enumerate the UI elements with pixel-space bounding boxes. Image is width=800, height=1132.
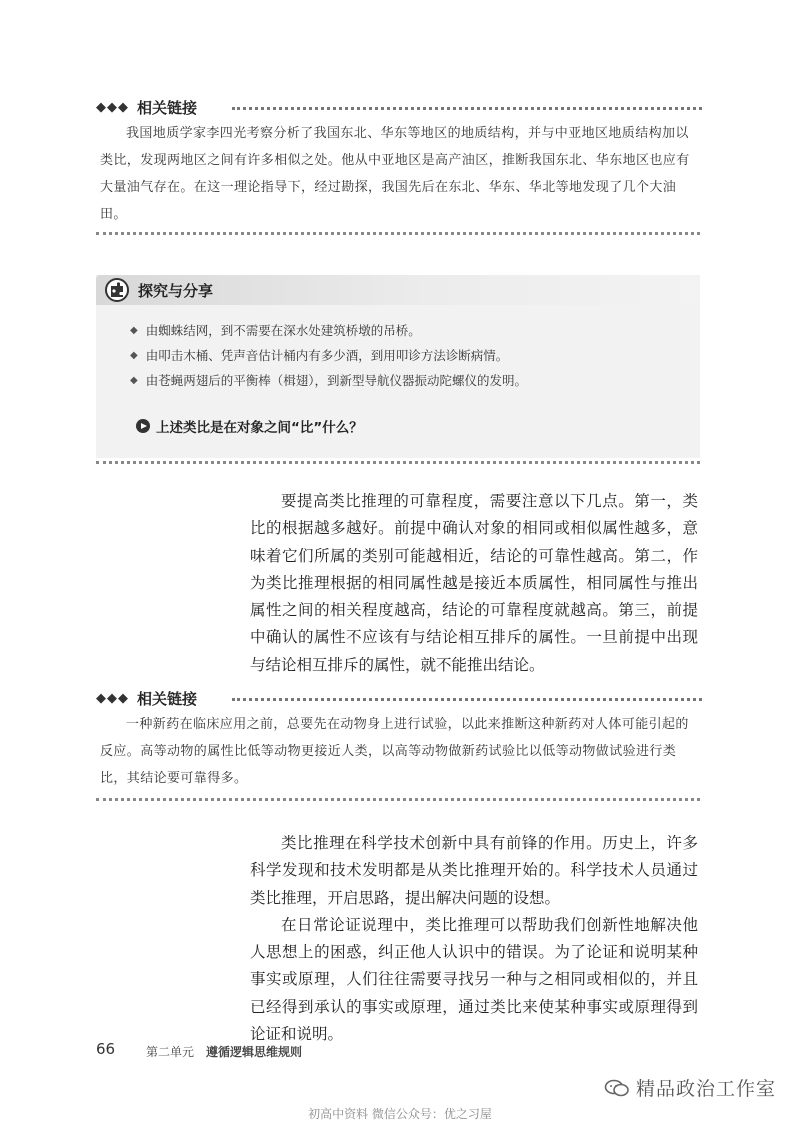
list-item bbox=[130, 368, 527, 393]
related-link-body bbox=[100, 711, 700, 792]
bullet-icon: ◆ bbox=[130, 350, 138, 361]
watermark bbox=[604, 1074, 776, 1101]
list-item bbox=[130, 318, 527, 343]
bullet-icon: ◆ bbox=[130, 325, 138, 336]
paragraph-text: 要提高类比推理的可靠程度，需要注意以下几点。第一，类比的根据越多越好。前提中确认对象的相同或相似属性越多，意味着它们所属的类别可能越相近，结论的可靠性越高。第二，作为类比推理根据的相同属性越是接近本质属性，相同属性与推出属性之间的相关程度越高，结论的可靠程度就越高。第三，前提中确认的属性不应该有与结论相互排斥的属性。一旦前提中出现与结论相互排斥的属性，就不能推出结论。 bbox=[250, 492, 698, 674]
related-link-header bbox=[96, 687, 197, 709]
dotted-divider bbox=[232, 107, 702, 110]
dotted-separator bbox=[96, 798, 700, 801]
explore-question bbox=[136, 416, 363, 436]
list-item bbox=[130, 343, 527, 368]
main-paragraph-reliability bbox=[250, 488, 698, 679]
bullet-icon: ◆ bbox=[130, 375, 138, 386]
dotted-divider bbox=[232, 698, 702, 701]
explore-header-bar bbox=[96, 275, 700, 305]
related-link-title: 相关链接 bbox=[137, 98, 198, 117]
main-paragraph-analogy bbox=[250, 830, 698, 1048]
wechat-icon bbox=[604, 1079, 630, 1097]
diamond-marker-icon: ◆◆◆ bbox=[96, 690, 129, 706]
bullet-text: 由叩击木桶、凭声音估计桶内有多少酒，到用叩诊方法诊断病情。 bbox=[145, 348, 509, 363]
paragraph-text: 在日常论证说理中，类比推理可以帮助我们创新性地解决他人思想上的困惑，纠正他人认识中的错误。为了论证和说明某种事实或原理，人们往往需要寻找另一种与之相同或相似的，并且已经得到承认的事实或原理，通过类比来使某种事实或原理得到论证和说明。 bbox=[250, 915, 698, 1044]
paragraph-text: 类比推理在科学技术创新中具有前锋的作用。历史上，许多科学发现和技术发明都是从类比推理开始的。科学技术人员通过类比推理，开启思路，提出解决问题的设想。 bbox=[250, 834, 698, 907]
dotted-separator bbox=[96, 232, 700, 235]
question-text: 上述类比是在对象之间“比”什么？ bbox=[156, 420, 363, 436]
bullet-text: 由蜘蛛结网，到不需要在深水处建筑桥墩的吊桥。 bbox=[145, 323, 421, 338]
related-link-title: 相关链接 bbox=[137, 689, 198, 708]
related-link-text: 一种新药在临床应用之前，总要先在动物身上进行试验，以此来推断这种新药对人体可能引起的反应。高等动物的属性比低等动物更接近人类，以高等动物做新药试验比以低等动物做试验进行类比，其结论要可靠得多。 bbox=[100, 717, 689, 786]
related-link-text: 我国地质学家李四光考察分析了我国东北、华东等地区的地质结构，并与中亚地区地质结构加以类比，发现两地区之间有许多相似之处。他从中亚地区是高产油区，推断我国东北、华东地区也应有大量油气存在。在这一理论指导下，经过勘探，我国先后在东北、华东、华北等地发现了几个大油田。 bbox=[100, 126, 690, 222]
related-link-body bbox=[100, 120, 700, 228]
puzzle-icon bbox=[104, 277, 130, 303]
footer-chapter: 遵循逻辑思维规则 bbox=[206, 1045, 303, 1059]
diamond-marker-icon: ◆◆◆ bbox=[96, 99, 129, 115]
explore-share-box bbox=[96, 275, 700, 458]
page-number: 66 bbox=[96, 1040, 116, 1058]
footer-unit: 第二单元 bbox=[146, 1045, 195, 1059]
bottom-caption: 初高中资料 微信公众号：优之习屋 bbox=[308, 1107, 492, 1121]
explore-title: 探究与分享 bbox=[138, 282, 214, 300]
dotted-separator bbox=[96, 461, 700, 464]
bullet-text: 由苍蝇两翅后的平衡棒（楫翅），到新型导航仪器振动陀螺仪的发明。 bbox=[145, 373, 527, 388]
play-icon bbox=[136, 419, 150, 433]
watermark-text: 精品政治工作室 bbox=[635, 1078, 776, 1100]
related-link-header bbox=[96, 96, 197, 118]
explore-bullet-list bbox=[130, 318, 527, 393]
